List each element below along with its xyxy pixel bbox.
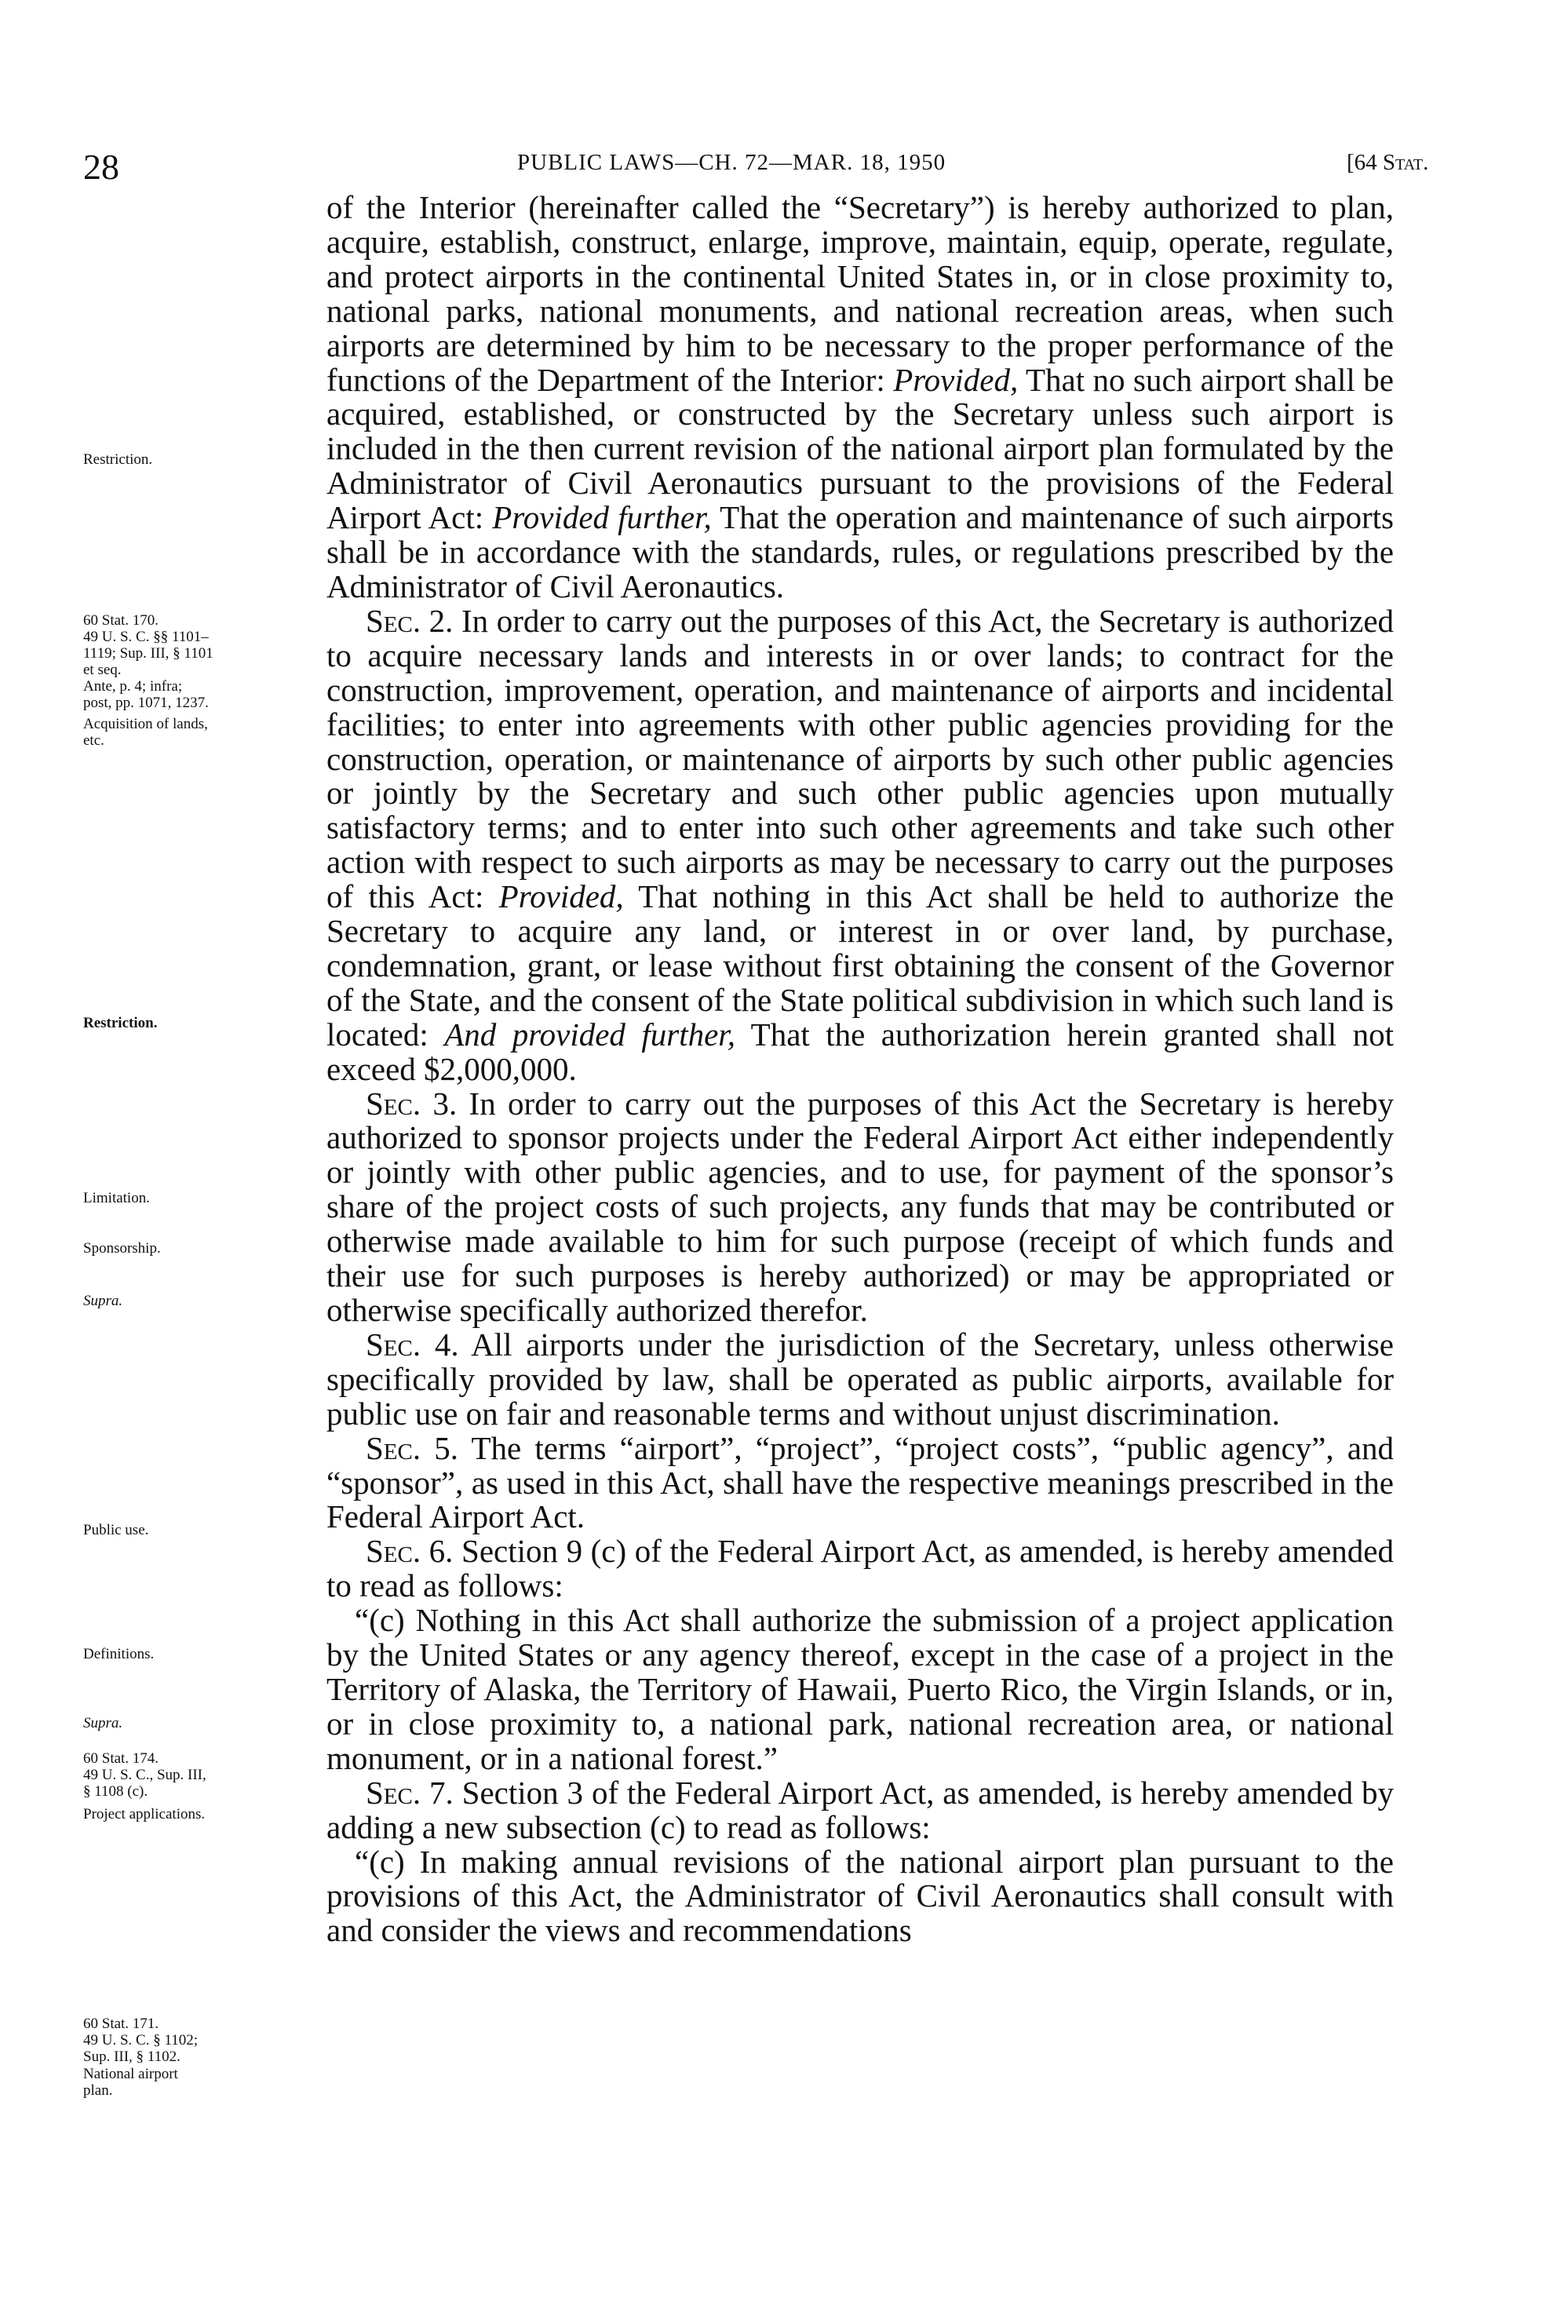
section-6: Sec. 6. Section 9 (c) of the Federal Airport Act, as amended, is hereby amended to read as follows: [326,1533,1394,1604]
page-number: 28 [83,147,119,187]
margin-note-restriction-2: Restriction. [83,1015,158,1031]
margin-note-definitions: Definitions. [83,1646,155,1662]
margin-note-acquisition-of-lands: Acquisition of lands, etc. [83,716,208,749]
body-text [326,191,1394,1948]
margin-note-restriction: Restriction. [83,451,153,468]
section-5: Sec. 5. The terms “airport”, “project”, “project costs”, “public agency”, and “sponsor”, as used in this Act, shall have the respective meanings prescribed in the Federal Airport Act. [326,1429,1395,1535]
section-7-quote: “(c) In making annual revisions of the national airport plan pursuant to the provisions of this Act, the Administrator of Civil Aeronautics shall consult with and consider the views and recommendations [326,1843,1394,1949]
margin-note-citation-3: 60 Stat. 171. 49 U. S. C. § 1102; Sup. III, § 1102. [83,2016,199,2065]
margin-note-national-airport-plan: National airport plan. [83,2066,178,2099]
margin-note-sponsorship: Sponsorship. [83,1240,161,1257]
section-3: Sec. 3. In order to carry out the purposes of this Act the Secretary is hereby authorized to sponsor projects under the Federal Airport Act either independently or jointly with other public agencies, and to use, for payment of the sponsor’s share of the project costs of such projects, any funds that may be contributed or otherwise made available to him for such purpose (receipt of which funds and their use for such purposes is hereby authorized) or may be appropriated or otherwise specifically authorized therefor. [326,1085,1395,1328]
margin-note-project-applications: Project applications. [83,1806,206,1822]
margin-note-limitation: Limitation. [83,1190,150,1206]
volume-reference: [64 Stat. [1347,150,1429,175]
section-2: Sec. 2. In order to carry out the purposes of this Act, the Secretary is authorized to acquire necessary lands and interests in or over lands; to contract for the construction, improvement, operation, and maintenance of airports and incidental facilities; to enter into agreements with other public agencies providing for the construction, operation, or maintenance of airports by such other public agencies or jointly by the Secretary and such other public agencies upon mutually satisfactory terms; and to enter into such other agreements and take such other action with respect to such airports as may be necessary to carry out the purposes of this Act: Provided, That nothing in this Act shall be held to authorize the Secretary to acquire any land, or interest in or over land, by purchase, condemnation, grant, or lease without first obtaining the consent of the Governor of the State, and the consent of the State political subdivision in which such land is located: And provided further, That the authorization herein granted shall not exceed $2,000,000. [326,602,1395,1087]
margin-note-supra: Supra. [83,1293,123,1309]
margin-note-citation: 60 Stat. 170. 49 U. S. C. §§ 1101– 1119; Sup. III, § 1101 et seq. Ante, p. 4; infra; post, pp. 1071, 1237. [83,612,213,711]
section-4: Sec. 4. All airports under the jurisdiction of the Secretary, unless otherwise specifically provided by law, shall be operated as public airports, available for public use on fair and reasonable terms and without unjust discrimination. [326,1326,1394,1432]
paragraph-continuation: of the Interior (hereinafter called the “Secretary”) is hereby authorized to plan, acquire, establish, construct, enlarge, improve, maintain, equip, operate, regulate, and protect airports in the continental United States in, or in close proximity to, national parks, national monuments, and national recreation areas, when such airports are determined by him to be necessary to the proper performance of the functions of the Department of the Interior: Provided, That no such airport shall be acquired, established, or constructed by the Secretary unless such airport is included in the then current revision of the national airport plan formulated by the Administrator of Civil Aeronautics pursuant to the provisions of the Federal Airport Act: Provided further, That the operation and maintenance of such airports shall be in accordance with the standards, rules, or regulations prescribed by the Administrator of Civil Aeronautics. [326,189,1394,604]
section-7: Sec. 7. Section 3 of the Federal Airport Act, as amended, is hereby amended by adding a new subsection (c) to read as follows: [326,1774,1395,1845]
margin-note-supra-2: Supra. [83,1715,123,1731]
section-6-quote: “(c) Nothing in this Act shall authorize the submission of a project application by the United States or any agency thereof, except in the case of a project in the Territory of Alaska, the Territory of Hawaii, Puerto Rico, the Virgin Islands, or in, or in close proximity to, a national park, national recreation area, or national monument, or in a national forest.” [326,1602,1394,1776]
running-title: PUBLIC LAWS—CH. 72—MAR. 18, 1950 [517,150,946,175]
margin-note-public-use: Public use. [83,1522,149,1538]
margin-note-citation-2: 60 Stat. 174. 49 U. S. C., Sup. III, § 1108 (c). [83,1750,206,1800]
